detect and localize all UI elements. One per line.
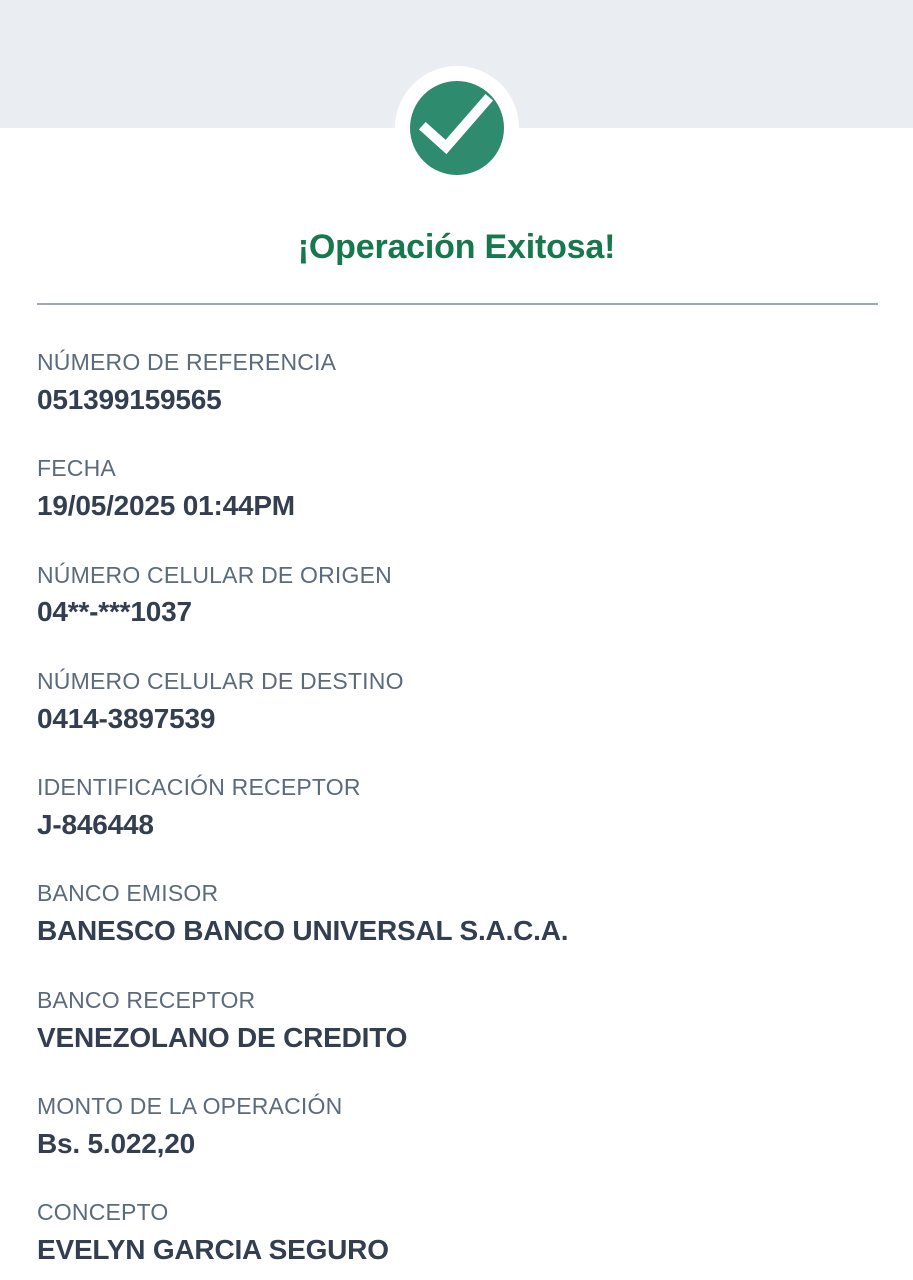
field-label: NÚMERO DE REFERENCIA xyxy=(37,349,337,375)
field-label: BANCO RECEPTOR xyxy=(37,986,256,1013)
field-label: FECHA xyxy=(37,455,116,482)
page-title: ¡Operación Exitosa! xyxy=(297,228,616,266)
field-row xyxy=(37,986,878,1056)
field-row xyxy=(37,1198,878,1268)
field-label: CONCEPTO xyxy=(37,1199,169,1226)
field-value: 19/05/2025 01:44PM xyxy=(37,490,295,522)
field-row xyxy=(37,454,878,524)
field-value: VENEZOLANO DE CREDITO xyxy=(37,1021,408,1053)
success-badge-ring xyxy=(395,66,519,190)
field-label: NÚMERO CELULAR DE DESTINO xyxy=(37,667,404,694)
field-label: MONTO DE LA OPERACIÓN xyxy=(37,1092,343,1119)
field-value: Bs. 5.022,20 xyxy=(37,1127,195,1159)
field-label: IDENTIFICACIÓN RECEPTOR xyxy=(37,774,361,801)
success-badge xyxy=(0,66,913,190)
transaction-details xyxy=(37,348,878,1269)
field-row xyxy=(37,348,878,418)
field-row xyxy=(37,1092,878,1162)
field-row xyxy=(37,561,878,631)
field-value: 051399159565 xyxy=(37,383,222,415)
field-value: 0414-3897539 xyxy=(37,702,216,734)
field-label: NÚMERO CELULAR DE ORIGEN xyxy=(37,561,392,588)
field-value: BANESCO BANCO UNIVERSAL S.A.C.A. xyxy=(37,915,569,947)
field-value: 04**-***1037 xyxy=(37,596,192,628)
success-badge-circle xyxy=(410,81,504,175)
field-value: J-846448 xyxy=(37,809,154,841)
field-label: BANCO EMISOR xyxy=(37,880,219,907)
field-value: EVELYN GARCIA SEGURO xyxy=(37,1234,389,1266)
divider xyxy=(37,303,878,305)
field-row xyxy=(37,879,878,949)
check-icon xyxy=(410,81,504,175)
field-row xyxy=(37,667,878,737)
field-row xyxy=(37,773,878,843)
